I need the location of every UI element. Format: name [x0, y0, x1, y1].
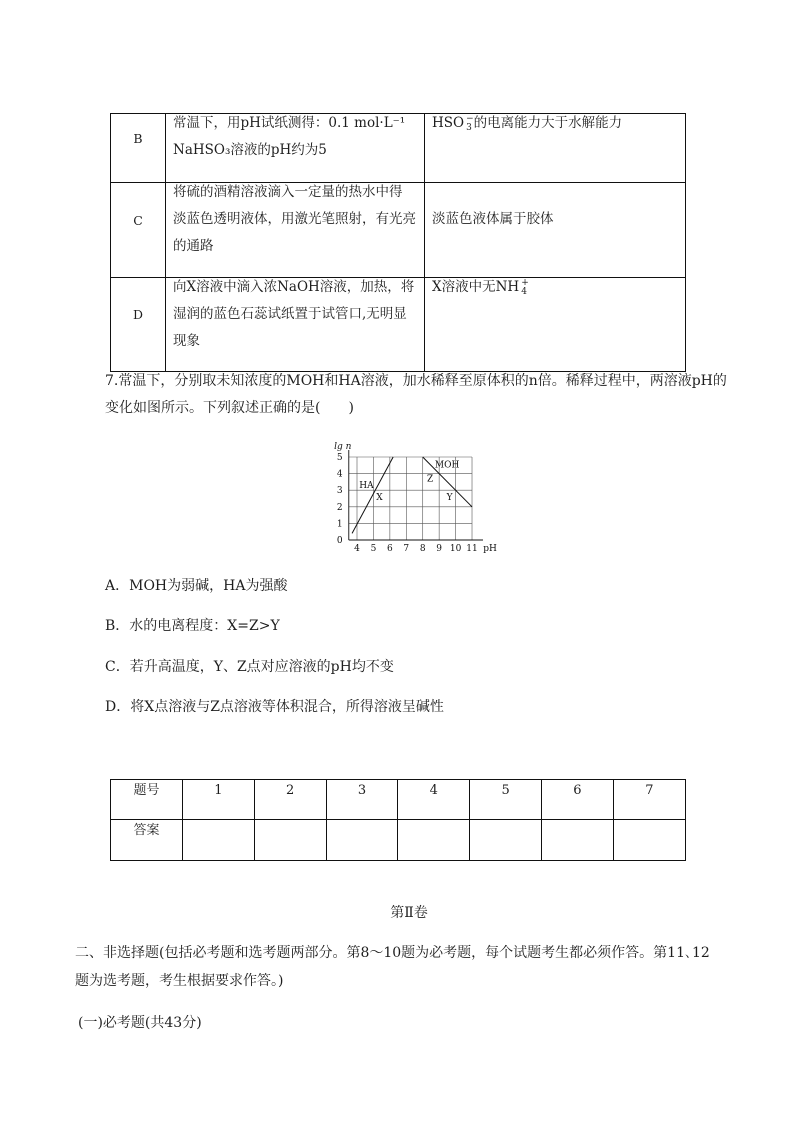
x-tick-label: 10 — [449, 544, 462, 554]
conclusion-cell — [425, 183, 686, 278]
ion-sub: 4 — [521, 286, 527, 297]
answer-cell — [183, 820, 255, 861]
ion-charge — [521, 279, 529, 297]
x-tick-label: 4 — [354, 544, 360, 554]
section-instructions — [75, 939, 735, 995]
question-number: 4 — [398, 780, 470, 820]
operation-cell — [166, 114, 425, 183]
answer-row — [111, 820, 686, 861]
question-number: 5 — [470, 780, 542, 820]
operation-line: 向X溶液中滴入浓NaOH溶液，加热，将 — [173, 279, 415, 295]
series-label-moh: MOH — [434, 460, 460, 471]
question-number: 2 — [254, 780, 326, 820]
answer-cell — [613, 820, 685, 861]
x-tick-label: 8 — [419, 544, 426, 554]
y-axis-label: lg n — [334, 442, 352, 452]
question-number-row — [111, 780, 686, 820]
x-axis-label: pH — [483, 544, 497, 554]
table-row — [111, 183, 686, 278]
y-tick-label: 5 — [336, 453, 343, 463]
point-label-x: X — [376, 493, 383, 504]
conclusion-cell — [425, 278, 686, 372]
question-7-stem — [105, 368, 735, 422]
answer-cell — [398, 820, 470, 861]
dilution-ph-chart — [330, 438, 505, 558]
series-label-ha: HA — [359, 481, 374, 492]
x-tick-label: 5 — [370, 544, 377, 554]
section-title: 第Ⅱ卷 — [390, 905, 428, 921]
answer-label: 答案 — [111, 820, 183, 861]
y-tick-label: 1 — [336, 519, 343, 530]
option-b: B．水的电离程度：X=Z>Y — [105, 618, 280, 635]
y-tick-label: 4 — [336, 469, 343, 480]
question-line: 7.常温下，分别取未知浓度的MOH和HA溶液，加水稀释至原体积的n倍。稀释过程中，两溶液pH的 — [105, 373, 727, 389]
y-tick-label: 0 — [336, 536, 343, 546]
x-tick-label: 7 — [403, 544, 410, 554]
ion-sub: 3 — [466, 122, 472, 133]
conclusion-text: 淡蓝色液体属于胶体 — [432, 211, 554, 227]
row-label: C — [133, 212, 143, 228]
operation-line: 现象 — [173, 333, 200, 349]
answer-options — [105, 566, 725, 727]
option-d: D．将X点溶液与Z点溶液等体积混合，所得溶液呈碱性 — [105, 698, 444, 715]
point-label-y: Y — [446, 493, 453, 504]
conclusion-prefix: X溶液中无NH — [432, 279, 520, 295]
answer-cell — [470, 820, 542, 861]
operation-line: NaHSO₃溶液的pH约为5 — [173, 142, 327, 158]
question-number: 6 — [541, 780, 613, 820]
y-tick-label: 2 — [336, 502, 343, 513]
answer-cell — [541, 820, 613, 861]
question-number: 1 — [183, 780, 255, 820]
row-label: D — [132, 307, 144, 322]
option-c: C．若升高温度，Y、Z点对应溶液的pH均不变 — [105, 658, 394, 675]
y-tick-label: 3 — [336, 486, 343, 497]
question-number: 3 — [326, 780, 398, 820]
operation-text — [173, 274, 420, 355]
answer-grid — [110, 779, 686, 861]
point-label-z: Z — [427, 474, 434, 485]
instruction-line: 二、非选择题(包括必考题和选考题两部分。第8～10题为必考题，每个试题考生都必须作答。第11､12 — [75, 945, 710, 961]
operation-text — [173, 179, 420, 260]
conclusion-suffix: 的电离能力大于水解能力 — [473, 115, 623, 131]
operation-line: 的通路 — [173, 238, 214, 254]
conclusion-cell — [425, 114, 686, 183]
instruction-line: 题为选考题，考生根据要求作答。) — [75, 973, 284, 989]
row-label-cell — [111, 183, 166, 278]
row-label-cell — [111, 278, 166, 372]
conclusion-text — [432, 274, 681, 301]
row-label-cell — [111, 114, 166, 183]
series-line-ha — [352, 457, 393, 533]
x-tick-label: 11 — [466, 544, 478, 554]
x-tick-label: 6 — [386, 544, 393, 554]
operation-cell — [166, 278, 425, 372]
x-tick-label: 9 — [436, 544, 443, 554]
ion-sup: + — [521, 277, 529, 288]
operation-cell — [166, 183, 425, 278]
experiment-table — [110, 113, 686, 372]
table-row — [111, 278, 686, 372]
answer-cell — [254, 820, 326, 861]
ion-charge — [466, 115, 474, 133]
option-a: A．MOH为弱碱，HA为强酸 — [105, 578, 288, 594]
operation-text — [173, 110, 420, 164]
operation-line: 将硫的酒精溶液滴入一定量的热水中得 — [173, 184, 403, 200]
conclusion-text — [432, 110, 681, 137]
subsection-heading: (一)必考题(共43分) — [78, 1015, 202, 1031]
ion-sup: − — [466, 113, 474, 124]
operation-line: 湿润的蓝色石蕊试纸置于试管口,无明显 — [173, 306, 407, 322]
question-number: 7 — [613, 780, 685, 820]
question-line: 变化如图所示。下列叙述正确的是( ) — [105, 400, 354, 416]
operation-line: 常温下，用pH试纸测得：0.1 mol·L⁻¹ — [173, 115, 406, 131]
conclusion-prefix: HSO — [432, 115, 465, 131]
answer-cell — [326, 820, 398, 861]
header-label: 题号 — [111, 780, 183, 820]
row-label: B — [133, 130, 143, 146]
operation-line: 淡蓝色透明液体，用激光笔照射，有光亮 — [173, 211, 416, 227]
table-row — [111, 114, 686, 183]
